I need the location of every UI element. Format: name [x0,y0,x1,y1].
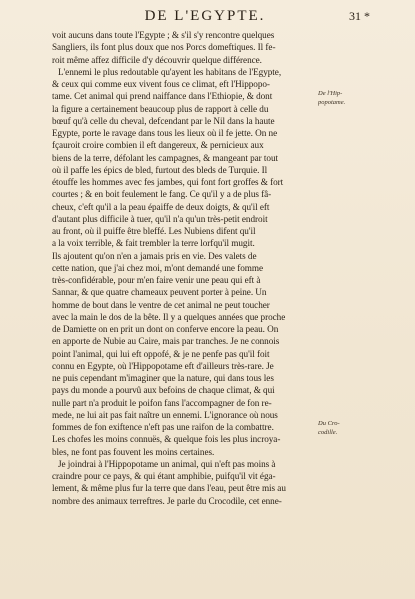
text-line: Sannar, & que quatre chameaux peuvent porter à peine. Un [52,287,267,298]
text-line: point l'animal, qui lui eft oppofé, & je ne penfe pas qu'il foit [52,348,270,359]
text-line: bles, ne font pas fouvent les moins certaines. [52,446,215,457]
text-line: lement, & même plus fur la terre que dans l'eau, peut être mis au [52,483,286,494]
text-line: très-confidérable, pour m'en faire venir une peau qui eft à [52,275,261,285]
text-line: & ceux qui comme eux vivent fous ce climat, eft l'Hippopo- [52,79,270,89]
text-line: fommes de fon exiftence n'eft pas une raifon de la combattre. [52,422,274,432]
text-line: cette nation, que j'ai chez moi, m'ont demandé une fomme [52,262,263,273]
text-line: avec la main le dos de la bête. Il y a quelques années que proche [52,311,286,322]
text-line: où il paffe les épics de bled, furtout des bleds de Turquie. Il [52,164,268,175]
text-line: courtes ; & en boit feulement le fang. Ce qu'il y a de plus fâ- [52,189,272,200]
text-line: au front, où il puiffe être bleffé. Les Nubiens difent qu'il [52,226,256,236]
text-line: biens de la terre, défolant les campagnes, & mangeant par tout [52,152,278,163]
text-line: craindre pour ce pays, & qui étant amphibie, puifqu'il vit éga- [52,471,276,481]
margin-note-line: codille. [318,429,338,436]
margin-note-hippopotame [318,89,370,107]
text-line: en apporte de Nubie au Caire, mais par tranches. Je ne connois [52,336,280,347]
text-line: mede, ne lui ait pas fait naître un ennemi. L'ignorance où nous [52,409,278,420]
text-line: ne puis cependant m'imaginer que la nature, qui dans tous les [52,373,274,383]
text-line: de Damiette on en prit un dont on conferve encore la peau. On [52,324,279,334]
text-line: Egypte, porte le ravage dans tous les lieux où il fe jette. On ne [52,128,278,138]
running-header: DE L'EGYPTE. [144,8,266,24]
text-line: pays du monde a pourvû aux befoins de chaque climat, & qui [52,385,275,396]
page-number: 31 * [349,9,370,23]
text-line: Les chofes les moins connuës, & quelque fois les plus incroya- [52,434,281,445]
text-line: voit aucuns dans toute l'Egypte ; & s'il s'y rencontre quelques [52,30,275,40]
margin-note-crocodile [318,419,370,437]
paragraph-start-line: L'ennemi le plus redoutable qu'ayent les habitans de l'Egypte, [58,66,282,77]
text-line: Ils ajoutent qu'on n'en a jamais pris en vie. Des valets de [52,250,257,261]
margin-note-line: Du Cro- [318,420,340,427]
text-line: cheux, c'eft qu'il a la peau épaiffe de deux doigts, & qu'il eft [52,201,270,212]
text-line: étouffe les hommes avec fes jambes, qui font fort groffes & fort [52,177,284,187]
text-line: bœuf qu'à celle du cheval, defcendant par le Nil dans la haute [52,115,275,126]
text-line: nulle part n'a produit le poifon fans l'accompagner de fon re- [52,397,272,408]
main-text-column [52,29,312,507]
margin-note-line: popotame. [318,99,346,106]
text-line: tame. Cet animal qui prend naiffance dans l'Ethiopie, & dont [52,91,273,102]
text-line: connu en Egypte, où l'Hippopotame eft d'ailleurs très-rare. Je [52,360,274,371]
text-line: homme de bout dans le ventre de cet animal ne peut toucher [52,299,270,310]
margin-note-line: De l'Hip- [318,90,343,97]
text-line: a la voix terrible, & fait trembler la terre lorfqu'il mugit. [52,238,255,249]
text-line: fçauroit croire combien il eft dangereux, & pernicieux aux [52,140,264,151]
text-line: roit même affez difficile d'y découvrir quelque différence. [52,54,262,65]
paragraph-start-line: Je joindrai à l'Hippopotame un animal, qui n'eft pas moins à [58,458,276,469]
text-line: la figure a certainement beaucoup plus de rapport à celle du [52,103,269,114]
text-line: d'autant plus difficile à tuer, qu'il n'a qu'un très-petit endroit [52,213,268,224]
text-line: nombre des animaux terreftres. Je parle du Crocodile, cet enne- [52,495,282,506]
text-line: Sangliers, ils font plus doux que nos Porcs domeftiques. Il fe- [52,42,276,53]
